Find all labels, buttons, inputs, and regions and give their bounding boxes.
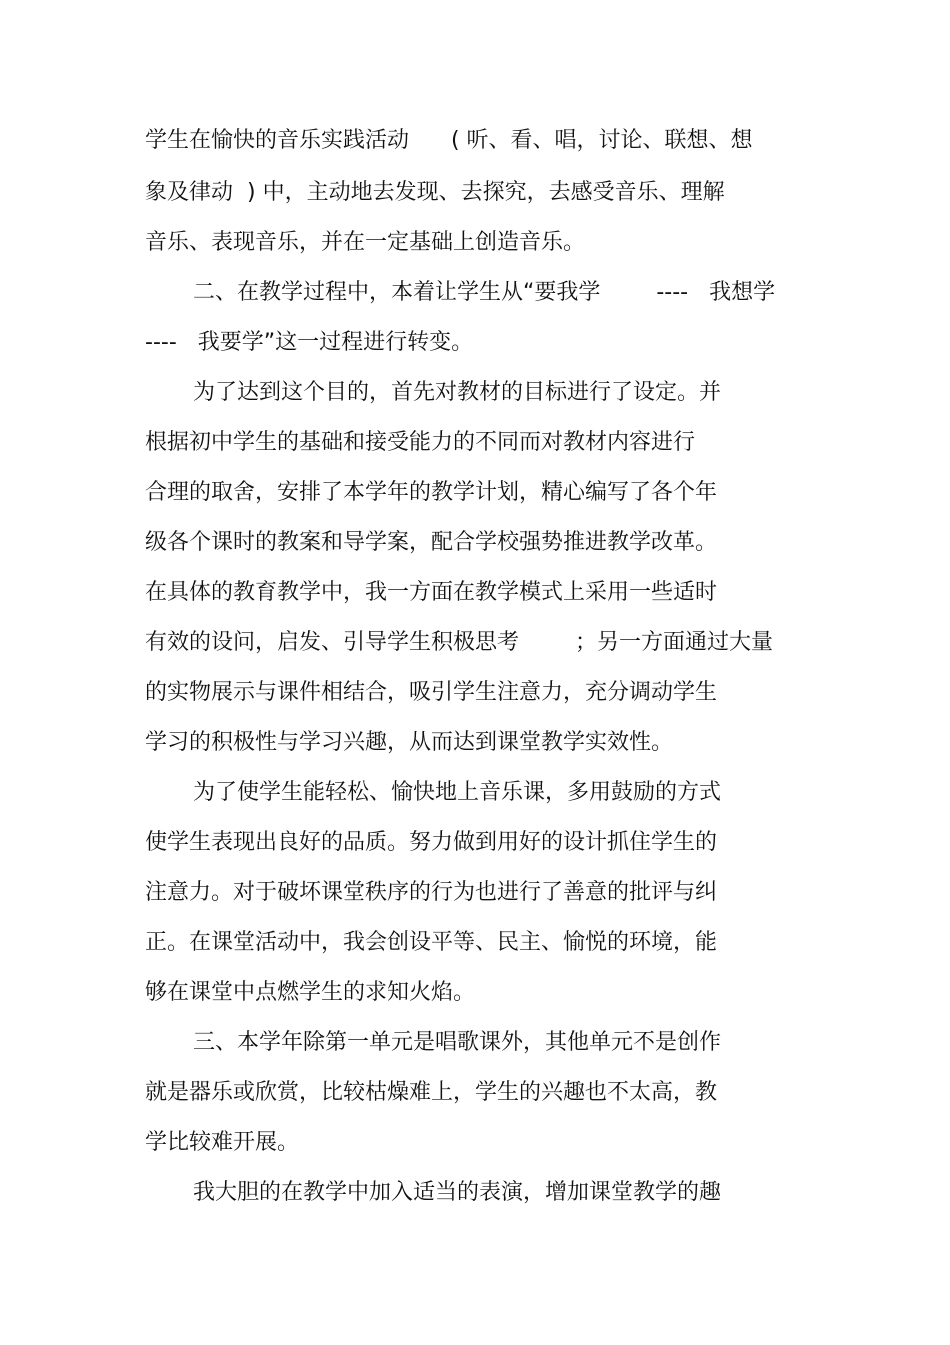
text-line-15: 使学生表现出良好的品质。努力做到用好的设计抓住学生的 (145, 830, 718, 855)
text-line-7: 根据初中学生的基础和接受能力的不同而对教材内容进行 (145, 430, 696, 455)
text-line-20: 就是器乐或欣赏，比较枯燥难上，学生的兴趣也不太高，教 (145, 1080, 718, 1105)
text-line-19: 三、本学年除第一单元是唱歌课外，其他单元不是创作 (193, 1030, 722, 1055)
text-line-9: 级各个课时的教案和导学案，配合学校强势推进教学改革。 (145, 530, 718, 555)
text-line-5: ---- 我要学”这一过程进行转变。 (145, 330, 474, 355)
text-line-21: 学比较难开展。 (145, 1130, 300, 1155)
text-line-18: 够在课堂中点燃学生的求知火焰。 (145, 980, 476, 1005)
text-line-13: 学习的积极性与学习兴趣，从而达到课堂教学实效性。 (145, 730, 674, 755)
text-line-10: 在具体的教育教学中，我一方面在教学模式上采用一些适时 (145, 580, 718, 605)
text-line-22: 我大胆的在教学中加入适当的表演，增加课堂教学的趣 (193, 1180, 722, 1205)
text-line-11: 有效的设问，启发、引导学生积极思考 ；另一方面通过大量 (145, 630, 773, 655)
text-line-2: 象及律动 ) 中，主动地去发现、去探究，去感受音乐、理解 (145, 180, 725, 205)
text-line-14: 为了使学生能轻松、愉快地上音乐课，多用鼓励的方式 (193, 780, 722, 805)
text-line-12: 的实物展示与课件相结合，吸引学生注意力，充分调动学生 (145, 680, 718, 705)
text-line-16: 注意力。对于破坏课堂秩序的行为也进行了善意的批评与纠 (145, 880, 718, 905)
text-line-8: 合理的取舍，安排了本学年的教学计划，精心编写了各个年 (145, 480, 718, 505)
text-line-3: 音乐、表现音乐，并在一定基础上创造音乐。 (145, 230, 586, 255)
text-line-6: 为了达到这个目的，首先对教材的目标进行了设定。并 (193, 380, 722, 405)
text-line-1: 学生在愉快的音乐实践活动 ( 听、看、唱，讨论、联想、想 (145, 128, 753, 153)
text-line-4: 二、在教学过程中，本着让学生从“要我学 ---- 我想学 (193, 280, 776, 305)
text-line-17: 正。在课堂活动中，我会创设平等、民主、愉悦的环境，能 (145, 930, 718, 955)
